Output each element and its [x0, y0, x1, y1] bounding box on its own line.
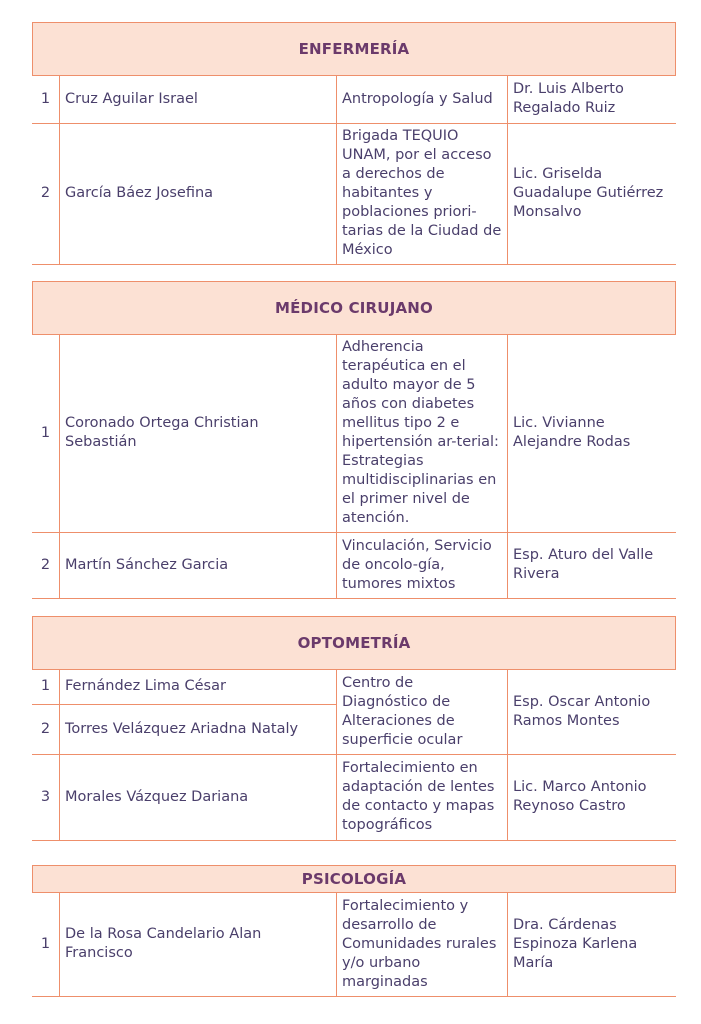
table-row — [32, 123, 676, 264]
project-title: Brigada TEQUIO UNAM, por el acceso a derechos de habitantes y poblaciones priori-tarias de la Ciudad de México — [337, 123, 508, 264]
advisor-name: Dr. Luis Alberto Regalado Ruiz — [508, 76, 677, 123]
row-number: 2 — [32, 704, 60, 754]
project-title: Centro de Diagnóstico de Alteraciones de superficie ocular — [337, 670, 508, 754]
project-title: Fortalecimiento y desarrollo de Comunidades rurales y/o urbano marginadas — [337, 893, 508, 996]
advisor-name: Lic. Vivianne Alejandre Rodas — [508, 335, 677, 532]
project-title: Antropología y Salud — [337, 76, 508, 123]
students-table — [32, 670, 676, 841]
section-title: OPTOMETRÍA — [32, 616, 676, 670]
table-row — [32, 893, 676, 996]
row-number: 1 — [32, 76, 60, 123]
row-number: 2 — [32, 532, 60, 598]
student-name: Torres Velázquez Ariadna Nataly — [60, 704, 337, 754]
table-row — [32, 335, 676, 532]
section-title: ENFERMERÍA — [32, 22, 676, 76]
advisor-name: Lic. Marco Antonio Reynoso Castro — [508, 754, 677, 840]
table-row — [32, 754, 676, 840]
section-medico-cirujano — [32, 281, 676, 599]
advisor-name: Esp. Oscar Antonio Ramos Montes — [508, 670, 677, 754]
section-optometria — [32, 616, 676, 841]
table-row — [32, 670, 676, 704]
students-table — [32, 76, 676, 265]
section-enfermeria — [32, 22, 676, 265]
row-number: 2 — [32, 123, 60, 264]
student-name: De la Rosa Candelario Alan Francisco — [60, 893, 337, 996]
student-name: Morales Vázquez Dariana — [60, 754, 337, 840]
student-name: García Báez Josefina — [60, 123, 337, 264]
section-psicologia — [32, 865, 676, 997]
students-table — [32, 335, 676, 599]
section-title: PSICOLOGÍA — [32, 865, 676, 893]
student-name: Martín Sánchez Garcia — [60, 532, 337, 598]
student-name: Cruz Aguilar Israel — [60, 76, 337, 123]
table-row — [32, 76, 676, 123]
row-number: 1 — [32, 670, 60, 704]
advisor-name: Esp. Aturo del Valle Rivera — [508, 532, 677, 598]
section-title: MÉDICO CIRUJANO — [32, 281, 676, 335]
advisor-name: Dra. Cárdenas Espinoza Karlena María — [508, 893, 677, 996]
table-row — [32, 532, 676, 598]
row-number: 3 — [32, 754, 60, 840]
student-name: Fernández Lima César — [60, 670, 337, 704]
project-title: Adherencia terapéutica en el adulto mayor de 5 años con diabetes mellitus tipo 2 e hipertensión ar-terial: Estrategias multidisciplinarias en el primer nivel de atención. — [337, 335, 508, 532]
advisor-name: Lic. Griselda Guadalupe Gutiérrez Monsalvo — [508, 123, 677, 264]
row-number: 1 — [32, 893, 60, 996]
students-table — [32, 893, 676, 997]
project-title: Fortalecimiento en adaptación de lentes de contacto y mapas topográficos — [337, 754, 508, 840]
student-name: Coronado Ortega Christian Sebastián — [60, 335, 337, 532]
project-title: Vinculación, Servicio de oncolo-gía, tumores mixtos — [337, 532, 508, 598]
row-number: 1 — [32, 335, 60, 532]
